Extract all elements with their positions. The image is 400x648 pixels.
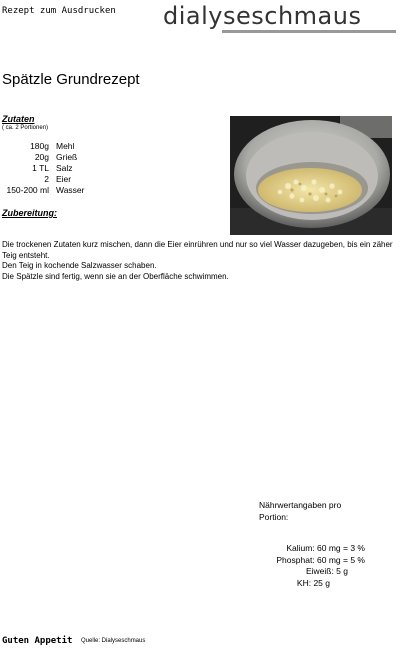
brand-underline xyxy=(222,30,396,33)
nutrition-item: Phosphat: 60 mg = 5 % xyxy=(276,554,365,565)
ingredient-name: Grieß xyxy=(56,152,78,162)
footer-greeting: Guten Appetit xyxy=(2,636,73,646)
ingredient-row xyxy=(0,174,85,185)
ingredient-amount: 1 TL xyxy=(32,163,49,173)
ingredient-name: Wasser xyxy=(56,185,85,195)
ingredient-row xyxy=(0,163,85,174)
ingredient-amount: 2 xyxy=(44,174,49,184)
nutrition-item: Kalium: 60 mg = 3 % xyxy=(286,543,365,553)
ingredient-amount: 180g xyxy=(30,141,49,151)
ingredient-row xyxy=(0,152,85,163)
ingredient-name: Eier xyxy=(56,174,72,184)
nutrition-list xyxy=(240,543,365,589)
instruction-line: Die trockenen Zutaten kurz mischen, dann die Eier einrühren und nur so viel Wasser dazugeben, bis ein zäher Teig entsteht. xyxy=(2,240,393,260)
ingredients-table xyxy=(0,141,85,196)
recipe-title: Spätzle Grundrezept xyxy=(2,71,140,88)
nutrition-heading: Nährwertangaben pro Portion: xyxy=(259,500,342,522)
print-label: Rezept zum Ausdrucken xyxy=(2,6,116,16)
instruction-line: Den Teig in kochende Salzwasser schaben. xyxy=(2,261,157,271)
ingredient-name: Salz xyxy=(56,163,73,173)
ingredient-amount: 20g xyxy=(34,152,49,162)
instructions xyxy=(2,240,394,282)
recipe-photo xyxy=(230,116,392,235)
ingredient-row xyxy=(0,185,85,196)
ingredient-name: Mehl xyxy=(56,141,75,151)
portions-note: ( ca. 2 Portionen) xyxy=(2,125,49,131)
nutrition-item: KH: 25 g xyxy=(296,577,330,588)
ingredient-row xyxy=(0,141,85,152)
brand-logo: dialyseschmaus xyxy=(163,2,362,30)
nutrition-item: Eiweiß: 5 g xyxy=(305,566,348,576)
footer-source: Quelle: Dialyseschmaus xyxy=(81,638,146,644)
instruction-line: Die Spätzle sind fertig, wenn sie an der Oberfläche schwimmen. xyxy=(2,271,229,281)
ingredient-amount: 150-200 ml xyxy=(6,185,49,195)
preparation-heading: Zubereitung: xyxy=(2,208,57,218)
ingredients-heading: Zutaten xyxy=(2,114,35,124)
